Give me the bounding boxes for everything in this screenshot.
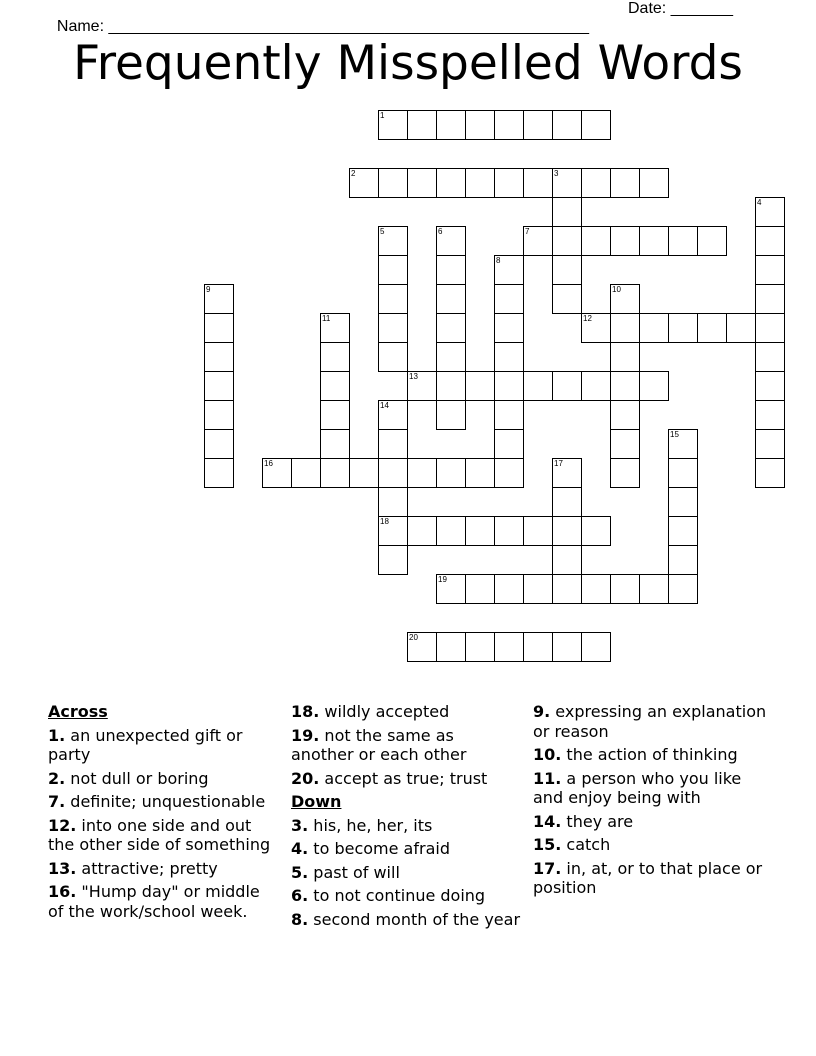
- grid-cell[interactable]: [610, 574, 640, 604]
- clue-number: 2: [351, 169, 356, 178]
- clue-text: past of will: [308, 862, 400, 882]
- grid-cell[interactable]: [697, 313, 727, 343]
- clue-num: 8.: [291, 909, 309, 929]
- clue-text: a person who you like and enjoy being with: [533, 768, 742, 807]
- clue-number: 20: [409, 633, 418, 642]
- grid-cell[interactable]: [610, 371, 640, 401]
- grid-cell[interactable]: [610, 400, 640, 430]
- grid-cell[interactable]: [436, 342, 466, 372]
- clue-num: 11.: [533, 768, 562, 788]
- clue-item: [533, 812, 773, 832]
- grid-cell[interactable]: [755, 371, 785, 401]
- grid-cell[interactable]: [755, 429, 785, 459]
- grid-cell[interactable]: [494, 313, 524, 343]
- grid-cell[interactable]: [552, 487, 582, 517]
- clue-num: 13.: [48, 858, 77, 878]
- clue-text: accept as true; trust: [319, 768, 488, 788]
- clue-num: 15.: [533, 835, 562, 854]
- clue-num: 12.: [48, 815, 77, 835]
- clue-num: 2.: [48, 768, 66, 788]
- grid-cell[interactable]: [668, 226, 698, 256]
- grid-cell[interactable]: [552, 632, 582, 662]
- grid-cell[interactable]: [378, 516, 408, 546]
- grid-cell[interactable]: [407, 110, 437, 140]
- date-field[interactable]: Date: _______: [628, 0, 733, 17]
- grid-cell[interactable]: [204, 400, 234, 430]
- grid-cell[interactable]: [581, 110, 611, 140]
- clue-text: wildly accepted: [319, 702, 450, 721]
- clue-number: 10: [612, 285, 621, 294]
- grid-cell[interactable]: [552, 226, 582, 256]
- clue-text: not dull or boring: [65, 768, 209, 788]
- grid-cell[interactable]: [552, 574, 582, 604]
- clue-number: 13: [409, 372, 418, 381]
- grid-cell[interactable]: [349, 168, 379, 198]
- down-header: Down: [291, 792, 342, 811]
- grid-cell[interactable]: [378, 400, 408, 430]
- grid-cell[interactable]: [320, 400, 350, 430]
- grid-cell[interactable]: [610, 168, 640, 198]
- clue-item: [48, 816, 278, 855]
- grid-cell[interactable]: [436, 284, 466, 314]
- clue-item: [291, 816, 521, 836]
- grid-cell[interactable]: [639, 371, 669, 401]
- across-header: Across: [48, 702, 108, 721]
- grid-cell[interactable]: [407, 516, 437, 546]
- grid-cell[interactable]: [378, 545, 408, 575]
- grid-cell[interactable]: [494, 371, 524, 401]
- grid-cell[interactable]: [552, 516, 582, 546]
- grid-cell[interactable]: [436, 516, 466, 546]
- grid-cell[interactable]: [494, 110, 524, 140]
- clue-num: 10.: [533, 745, 562, 764]
- grid-cell[interactable]: [378, 168, 408, 198]
- clue-text: to not continue doing: [308, 886, 486, 905]
- grid-cell[interactable]: [668, 516, 698, 546]
- clue-num: 7.: [48, 792, 66, 811]
- clue-text: his, he, her, its: [308, 815, 433, 835]
- grid-cell[interactable]: [436, 168, 466, 198]
- page-title: Frequently Misspelled Words: [73, 36, 743, 91]
- grid-cell[interactable]: [755, 400, 785, 430]
- clue-item: [291, 863, 521, 883]
- clue-item: [533, 769, 773, 808]
- clue-text: to become afraid: [308, 839, 450, 858]
- clue-number: 3: [554, 169, 559, 178]
- grid-cell[interactable]: [465, 168, 495, 198]
- clue-num: 5.: [291, 862, 309, 882]
- clue-number: 18: [380, 517, 389, 526]
- grid-cell[interactable]: [407, 168, 437, 198]
- clue-item: [48, 882, 278, 921]
- grid-cell[interactable]: [755, 458, 785, 488]
- clue-num: 9.: [533, 702, 551, 721]
- grid-cell[interactable]: [436, 255, 466, 285]
- grid-cell[interactable]: [581, 516, 611, 546]
- grid-cell[interactable]: [320, 342, 350, 372]
- clue-number: 16: [264, 459, 273, 468]
- grid-cell[interactable]: [552, 371, 582, 401]
- grid-cell[interactable]: [552, 110, 582, 140]
- clue-number: 12: [583, 314, 592, 323]
- clue-text: definite; unquestionable: [65, 792, 266, 811]
- grid-cell[interactable]: [378, 284, 408, 314]
- clue-num: 6.: [291, 886, 309, 905]
- grid-cell[interactable]: [494, 284, 524, 314]
- grid-cell[interactable]: [552, 545, 582, 575]
- grid-cell[interactable]: [610, 429, 640, 459]
- grid-cell[interactable]: [378, 110, 408, 140]
- grid-cell[interactable]: [291, 458, 321, 488]
- grid-cell[interactable]: [755, 255, 785, 285]
- clues-column-1: [48, 702, 278, 925]
- clue-item: [291, 910, 521, 930]
- grid-cell[interactable]: [465, 458, 495, 488]
- grid-cell[interactable]: [581, 168, 611, 198]
- grid-cell[interactable]: [204, 313, 234, 343]
- grid-cell[interactable]: [436, 371, 466, 401]
- clue-item: [48, 792, 278, 812]
- clue-number: 8: [496, 256, 501, 265]
- grid-cell[interactable]: [378, 429, 408, 459]
- grid-cell[interactable]: [552, 255, 582, 285]
- grid-cell[interactable]: [378, 342, 408, 372]
- grid-cell[interactable]: [407, 632, 437, 662]
- grid-cell[interactable]: [378, 458, 408, 488]
- clue-text: "Hump day" or middle of the work/school week.: [48, 882, 260, 921]
- clue-item: [533, 745, 773, 765]
- grid-cell[interactable]: [494, 400, 524, 430]
- grid-cell[interactable]: [320, 313, 350, 343]
- clue-num: 14.: [533, 811, 562, 831]
- clue-item: [48, 726, 278, 765]
- grid-cell[interactable]: [668, 458, 698, 488]
- grid-cell[interactable]: [494, 574, 524, 604]
- grid-cell[interactable]: [523, 110, 553, 140]
- grid-cell[interactable]: [494, 255, 524, 285]
- grid-cell[interactable]: [552, 284, 582, 314]
- grid-cell[interactable]: [581, 371, 611, 401]
- clue-number: 14: [380, 401, 389, 410]
- grid-cell[interactable]: [581, 574, 611, 604]
- grid-cell[interactable]: [465, 574, 495, 604]
- clue-text: the action of thinking: [561, 745, 738, 764]
- grid-cell[interactable]: [436, 574, 466, 604]
- grid-cell[interactable]: [494, 429, 524, 459]
- grid-cell[interactable]: [610, 313, 640, 343]
- grid-cell[interactable]: [755, 226, 785, 256]
- clues-column-3: [533, 702, 773, 902]
- grid-cell[interactable]: [204, 371, 234, 401]
- grid-cell[interactable]: [320, 371, 350, 401]
- clue-number: 7: [525, 227, 530, 236]
- grid-cell[interactable]: [523, 168, 553, 198]
- grid-cell[interactable]: [204, 284, 234, 314]
- grid-cell[interactable]: [639, 226, 669, 256]
- clue-number: 5: [380, 227, 385, 236]
- clue-text: into one side and out the other side of something: [48, 815, 271, 854]
- grid-cell[interactable]: [668, 545, 698, 575]
- grid-cell[interactable]: [407, 371, 437, 401]
- clue-item: [291, 886, 521, 906]
- grid-cell[interactable]: [523, 574, 553, 604]
- clue-text: not the same as another or each other: [291, 725, 467, 764]
- clue-number: 6: [438, 227, 443, 236]
- grid-cell[interactable]: [523, 632, 553, 662]
- grid-cell[interactable]: [639, 574, 669, 604]
- grid-cell[interactable]: [523, 226, 553, 256]
- clue-text: second month of the year: [308, 909, 521, 929]
- clue-item: [48, 769, 278, 789]
- clue-number: 15: [670, 430, 679, 439]
- clue-num: 3.: [291, 815, 309, 835]
- grid-cell[interactable]: [552, 458, 582, 488]
- grid-cell[interactable]: [755, 284, 785, 314]
- clue-num: 4.: [291, 839, 309, 858]
- grid-cell[interactable]: [436, 226, 466, 256]
- grid-cell[interactable]: [494, 342, 524, 372]
- clue-item: [291, 726, 521, 765]
- grid-cell[interactable]: [552, 197, 582, 227]
- grid-cell[interactable]: [668, 487, 698, 517]
- grid-cell[interactable]: [465, 632, 495, 662]
- clue-number: 11: [322, 314, 331, 323]
- grid-cell[interactable]: [610, 458, 640, 488]
- grid-cell[interactable]: [436, 632, 466, 662]
- grid-cell[interactable]: [581, 226, 611, 256]
- clue-number: 17: [554, 459, 563, 468]
- grid-cell[interactable]: [465, 371, 495, 401]
- grid-cell[interactable]: [436, 313, 466, 343]
- clue-item: [533, 702, 773, 741]
- clue-text: an unexpected gift or party: [48, 725, 243, 764]
- clue-num: 18.: [291, 702, 320, 721]
- grid-cell[interactable]: [523, 516, 553, 546]
- grid-cell[interactable]: [407, 458, 437, 488]
- clue-number: 9: [206, 285, 211, 294]
- clue-text: attractive; pretty: [76, 858, 218, 878]
- grid-cell[interactable]: [349, 458, 379, 488]
- clue-num: 16.: [48, 882, 77, 901]
- grid-cell[interactable]: [755, 342, 785, 372]
- grid-cell[interactable]: [610, 284, 640, 314]
- grid-cell[interactable]: [581, 632, 611, 662]
- grid-cell[interactable]: [581, 313, 611, 343]
- grid-cell[interactable]: [523, 371, 553, 401]
- grid-cell[interactable]: [639, 313, 669, 343]
- clue-num: 17.: [533, 858, 562, 878]
- grid-cell[interactable]: [262, 458, 292, 488]
- grid-cell[interactable]: [639, 168, 669, 198]
- grid-cell[interactable]: [436, 458, 466, 488]
- clue-text: expressing an explanation or reason: [533, 702, 767, 741]
- grid-cell[interactable]: [668, 429, 698, 459]
- grid-cell[interactable]: [755, 313, 785, 343]
- clue-number: 19: [438, 575, 447, 584]
- grid-cell[interactable]: [378, 487, 408, 517]
- clue-item: [291, 769, 521, 789]
- grid-cell[interactable]: [552, 168, 582, 198]
- clue-item: [533, 835, 773, 855]
- grid-cell[interactable]: [465, 516, 495, 546]
- grid-cell[interactable]: [204, 458, 234, 488]
- grid-cell[interactable]: [204, 342, 234, 372]
- grid-cell[interactable]: [494, 458, 524, 488]
- clue-item: [533, 859, 773, 898]
- grid-cell[interactable]: [494, 632, 524, 662]
- clue-text: they are: [561, 811, 634, 831]
- grid-cell[interactable]: [610, 226, 640, 256]
- grid-cell[interactable]: [320, 458, 350, 488]
- grid-cell[interactable]: [755, 197, 785, 227]
- grid-cell[interactable]: [610, 342, 640, 372]
- clue-number: 4: [757, 198, 762, 207]
- grid-cell[interactable]: [494, 516, 524, 546]
- clue-item: [291, 839, 521, 859]
- grid-cell[interactable]: [378, 255, 408, 285]
- grid-cell[interactable]: [378, 226, 408, 256]
- clue-number: 1: [380, 111, 385, 120]
- clue-num: 19.: [291, 725, 320, 745]
- grid-cell[interactable]: [378, 313, 408, 343]
- clues-column-2: [291, 702, 521, 933]
- grid-cell[interactable]: [436, 400, 466, 430]
- grid-cell[interactable]: [436, 110, 466, 140]
- grid-cell[interactable]: [204, 429, 234, 459]
- grid-cell[interactable]: [494, 168, 524, 198]
- grid-cell[interactable]: [726, 313, 756, 343]
- grid-cell[interactable]: [320, 429, 350, 459]
- clue-num: 1.: [48, 725, 66, 745]
- grid-cell[interactable]: [668, 313, 698, 343]
- name-field[interactable]: Name: ______________________________________________________: [56, 18, 589, 35]
- clue-item: [48, 859, 278, 879]
- clue-text: in, at, or to that place or position: [533, 858, 763, 897]
- clue-item: [291, 702, 521, 722]
- clue-text: catch: [561, 835, 611, 854]
- grid-cell[interactable]: [697, 226, 727, 256]
- grid-cell[interactable]: [668, 574, 698, 604]
- grid-cell[interactable]: [465, 110, 495, 140]
- clue-num: 20.: [291, 768, 320, 788]
